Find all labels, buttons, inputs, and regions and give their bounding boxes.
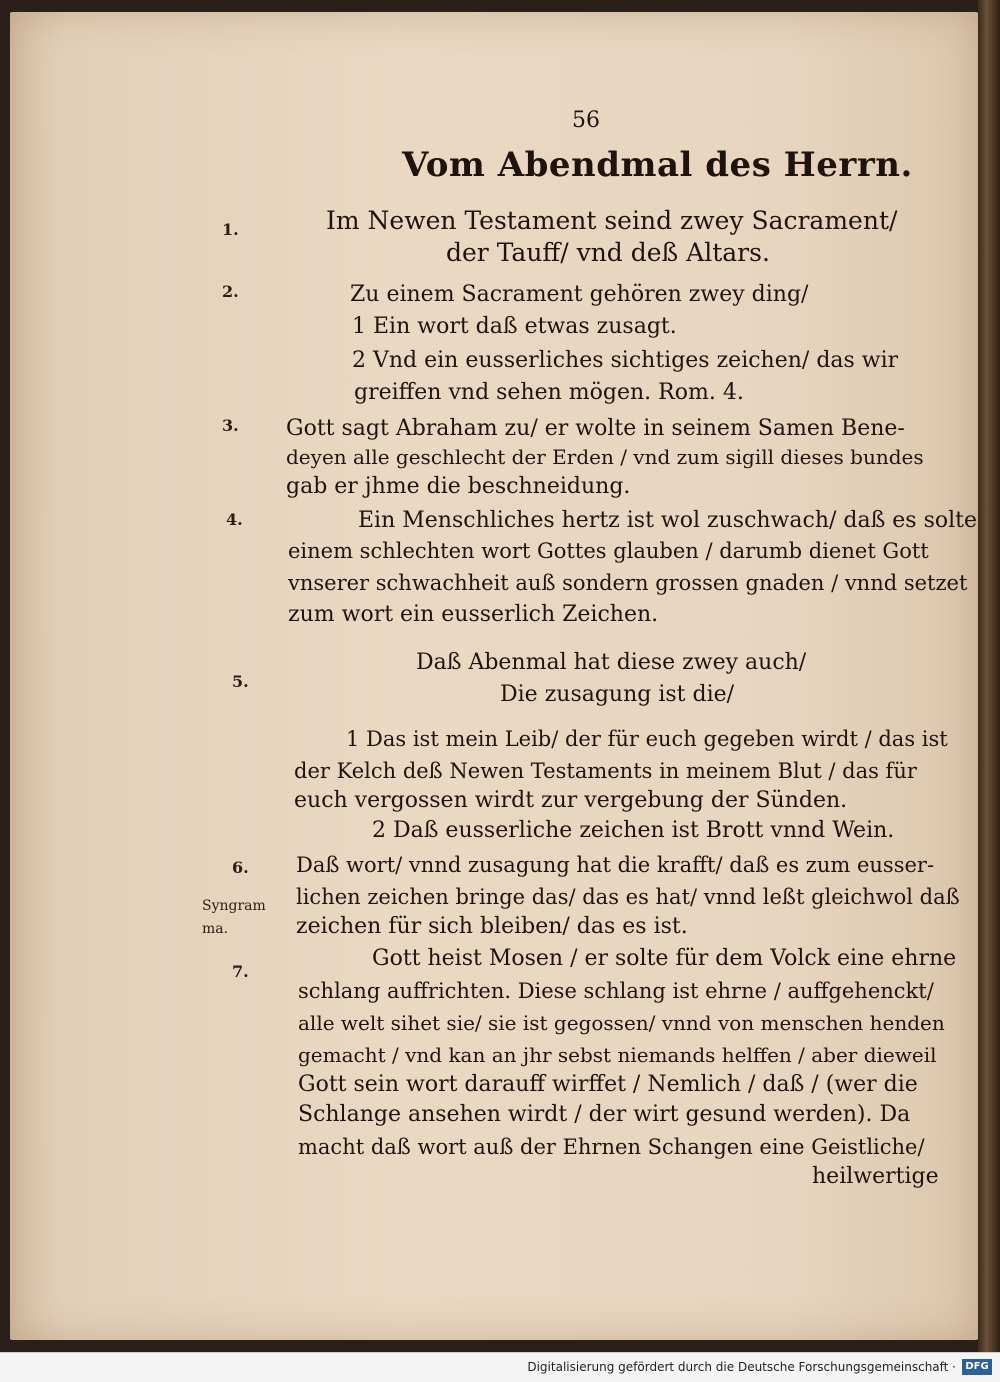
margin-note-syngramma-line2: ma. — [202, 921, 229, 937]
text-line: deyen alle geschlecht der Erden / vnd zum sigill dieses bundes — [286, 445, 924, 469]
margin-number-2: 2. — [222, 282, 239, 301]
page-number: 56 — [572, 108, 600, 133]
catchword: heilwertige — [812, 1164, 939, 1189]
text-line: Im Newen Testament seind zwey Sacrament/ — [326, 206, 898, 235]
text-line: Daß wort/ vnnd zusagung hat die krafft/ daß es zum eusser- — [296, 853, 935, 877]
text-line: vnserer schwachheit auß sondern grossen gnaden / vnnd setzet — [288, 571, 968, 595]
text-line: zum wort ein eusserlich Zeichen. — [288, 602, 659, 627]
text-line: 2 Daß eusserliche zeichen ist Brott vnnd Wein. — [372, 818, 895, 843]
text-line: gemacht / vnd kan an jhr sebst niemands helffen / aber dieweil — [298, 1043, 937, 1067]
text-line: 1 Ein wort daß etwas zusagt. — [352, 314, 677, 339]
text-line: Die zusagung ist die/ — [500, 682, 735, 707]
text-line: Daß Abenmal hat diese zwey auch/ — [416, 650, 807, 675]
text-line: Zu einem Sacrament gehören zwey ding/ — [350, 282, 809, 307]
book-edge — [978, 0, 1000, 1352]
margin-number-6: 6. — [232, 858, 249, 877]
text-line: gab er jhme die beschneidung. — [286, 474, 631, 499]
text-line: greiffen vnd sehen mögen. Rom. 4. — [354, 380, 744, 405]
text-line: lichen zeichen bringe das/ das es hat/ vnnd leßt gleichwol daß — [296, 885, 960, 909]
text-line: der Kelch deß Newen Testaments in meinem Blut / das für — [294, 759, 917, 783]
text-line: 1 Das ist mein Leib/ der für euch gegeben wirdt / das ist — [346, 727, 948, 751]
dfg-logo: DFG — [962, 1359, 992, 1375]
text-line: macht daß wort auß der Ehrnen Schangen eine Geistliche/ — [298, 1135, 925, 1159]
text-line: 2 Vnd ein eusserliches sichtiges zeichen/ das wir — [352, 348, 899, 373]
text-line: Schlange ansehen wirdt / der wirt gesund werden). Da — [298, 1102, 911, 1127]
section-heading: Vom Abendmal des Herrn. — [402, 145, 913, 185]
text-line: der Tauff/ vnd deß Altars. — [446, 238, 770, 267]
margin-note-syngramma-line1: Syngram — [202, 898, 266, 914]
text-line: Gott heist Mosen / er solte für dem Volck eine ehrne — [372, 946, 957, 971]
margin-number-4: 4. — [226, 510, 243, 529]
text-line: Gott sagt Abraham zu/ er wolte in seinem Samen Bene- — [286, 416, 905, 441]
text-line: Gott sein wort darauff wirffet / Nemlich / daß / (wer die — [298, 1072, 918, 1097]
margin-number-3: 3. — [222, 416, 239, 435]
text-line: Ein Menschliches hertz ist wol zuschwach/ daß es solte — [358, 508, 978, 533]
text-line: alle welt sihet sie/ sie ist gegossen/ vnnd von menschen henden — [298, 1011, 945, 1035]
text-line: zeichen für sich bleiben/ das es ist. — [296, 914, 688, 939]
text-line: euch vergossen wirdt zur vergebung der Sünden. — [294, 788, 848, 813]
margin-number-7: 7. — [232, 962, 249, 981]
margin-number-5: 5. — [232, 672, 249, 691]
text-line: schlang auffrichten. Diese schlang ist ehrne / auffgehenckt/ — [298, 979, 934, 1003]
funding-credit: Digitalisierung gefördert durch die Deutsche Forschungsgemeinschaft · — [527, 1360, 956, 1374]
footer-bar — [0, 1352, 1000, 1382]
text-line: einem schlechten wort Gottes glauben / darumb dienet Gott — [288, 539, 929, 563]
margin-number-1: 1. — [222, 220, 239, 239]
